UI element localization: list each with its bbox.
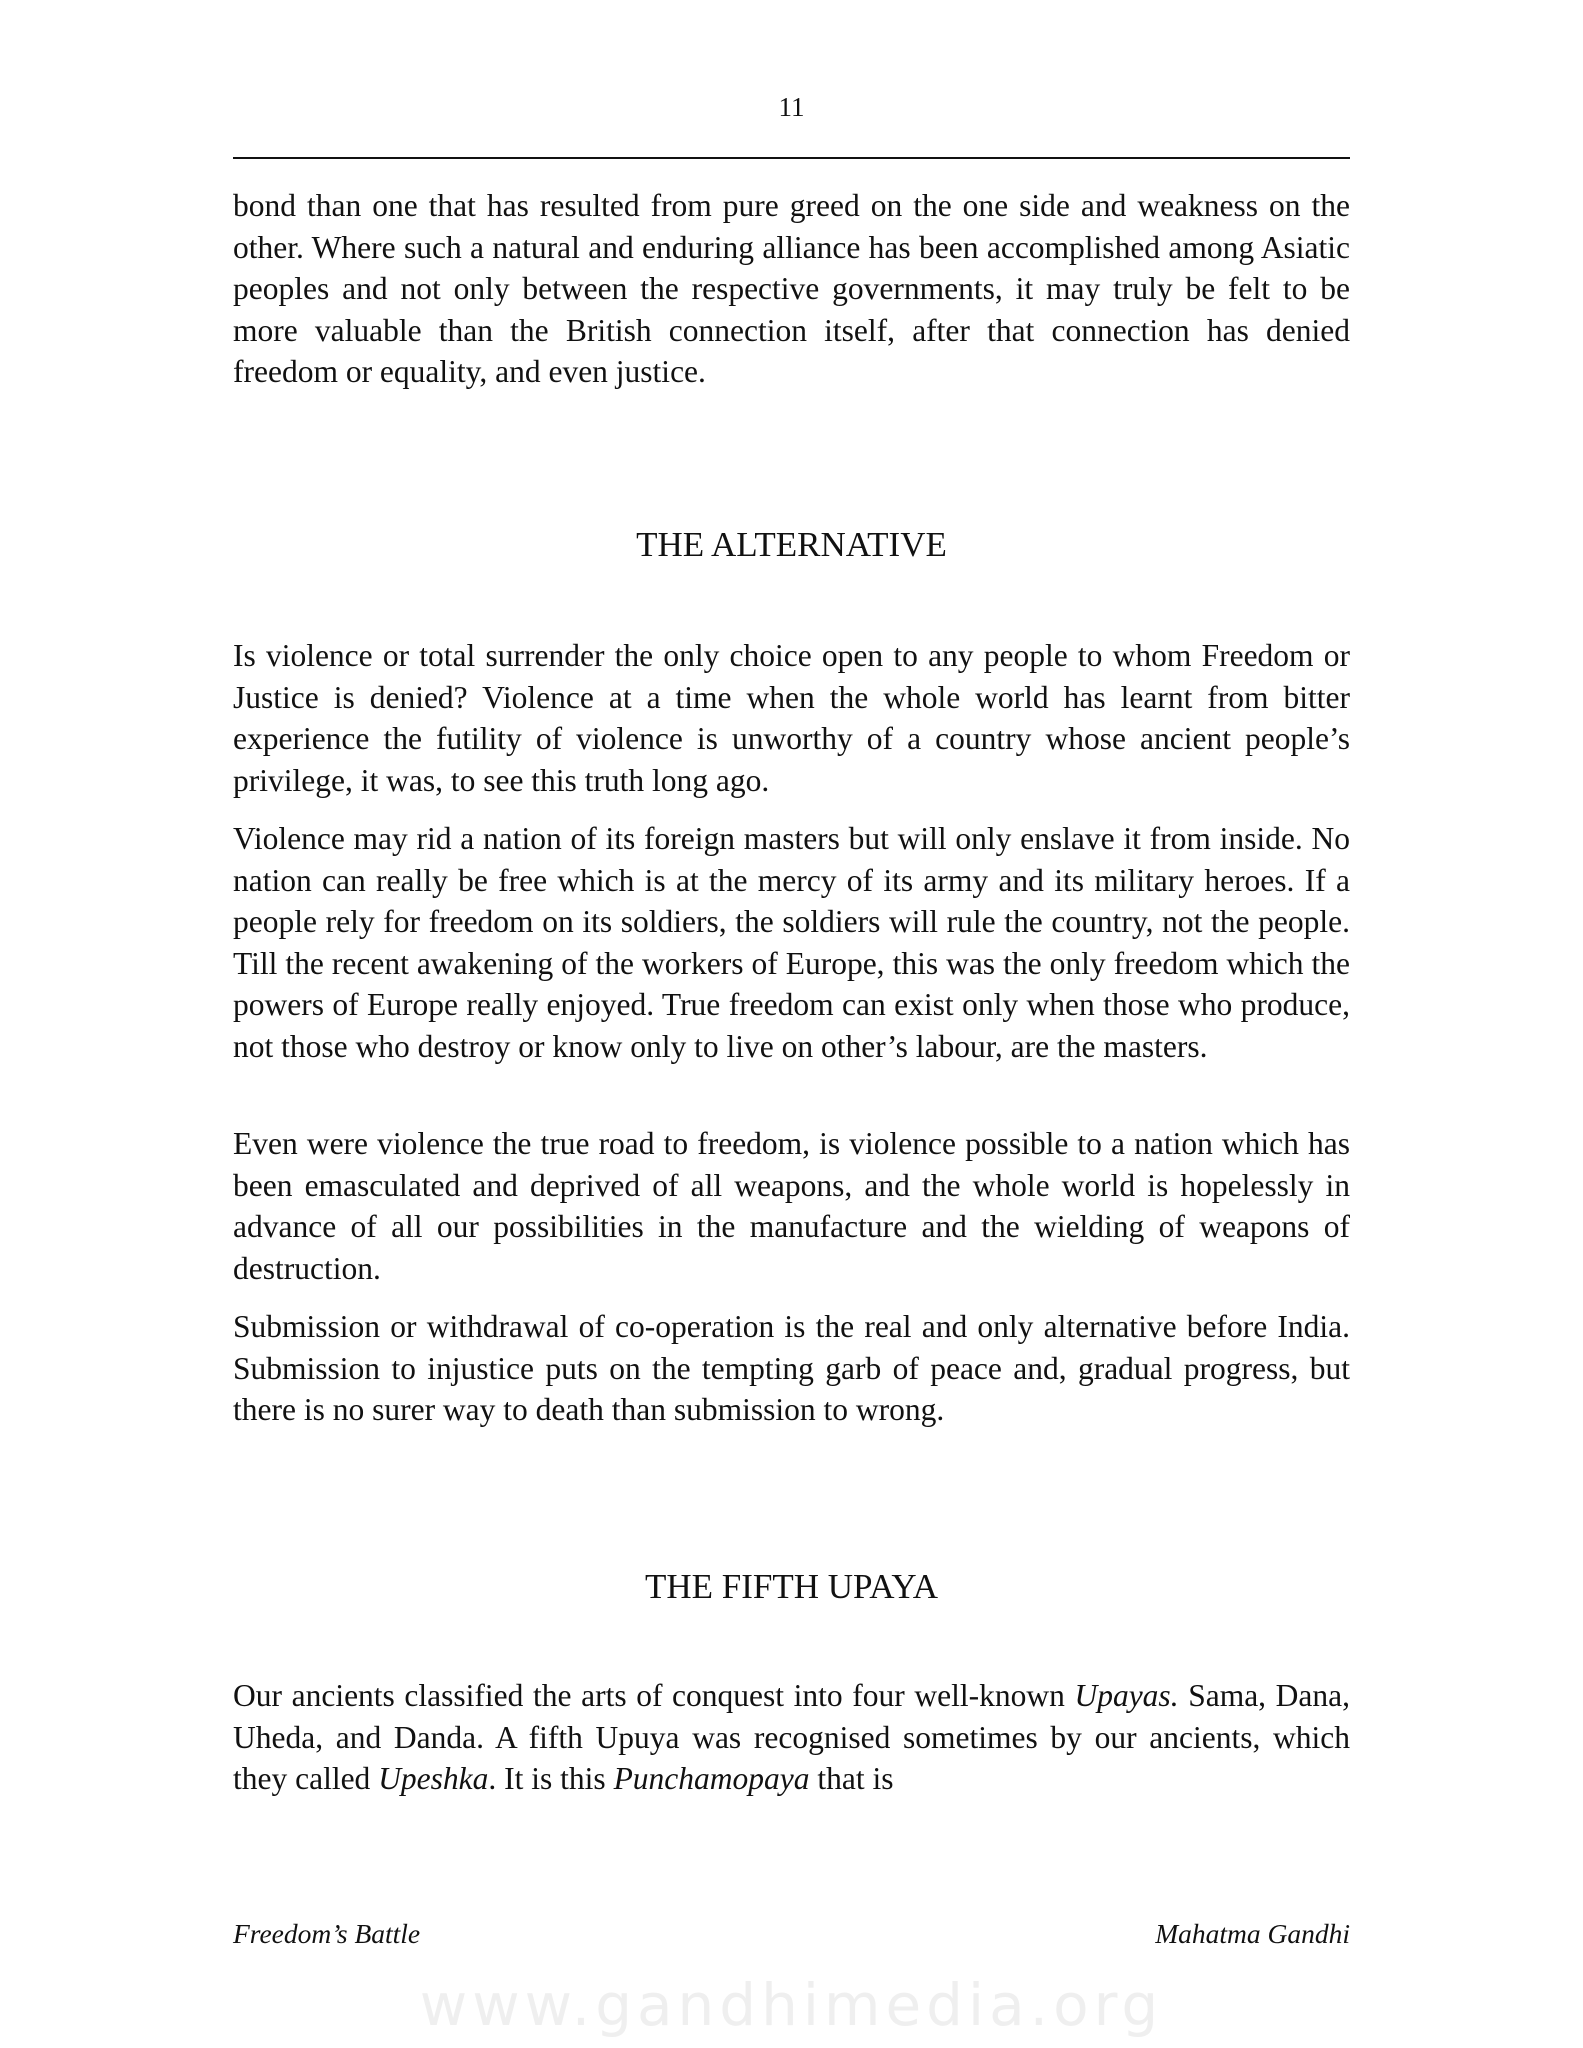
text-run: Sama, Dana, Uheda, and Danda. A fifth Upuya was recognised sometimes by our ancients, which they called bbox=[233, 1678, 1351, 1797]
paragraph-alternative-4: Submission or withdrawal of co-operation is the real and only alternative before India. Submission to injustice puts on the tempting garb of peace and, gradual progress, but there is no surer way to death than submission to wrong. bbox=[233, 1309, 1350, 1428]
footer-book-title: Freedom’s Battle bbox=[233, 1918, 421, 1949]
italic-term-punchamopaya: Punchamopaya bbox=[613, 1761, 810, 1797]
text-run: that is bbox=[809, 1761, 894, 1797]
paragraph-continuation: bond than one that has resulted from pure greed on the one side and weakness on the other. Where such a natural and enduring alliance has been accomplished among Asiatic peoples and not only between the respective governments, it may truly be felt to be more valuable than the British connection itself, after that connection has denied freedom or equality, and even justice. bbox=[233, 188, 1350, 390]
paragraph-alternative-1: Is violence or total surrender the only choice open to any people to whom Freedom or Justice is denied? Violence at a time when the whole world has learnt from bitter experience the futility of violence is unworthy of a country whose ancient people’s privilege, it was, to see this truth long ago. bbox=[233, 638, 1350, 798]
text-run: Our ancients classified the arts of conquest into four well-known bbox=[233, 1678, 1075, 1713]
italic-term-upayas: Upayas. bbox=[1074, 1678, 1179, 1713]
text-run: . It is this bbox=[488, 1761, 614, 1797]
paragraph-alternative-2: Violence may rid a nation of its foreign masters but will only enslave it from inside. No nation can really be free which is at the mercy of its army and its military heroes. If a people rely for freedom on its soldiers, the soldiers will rule the country, not the people. Till the recent awakening of the workers of Europe, this was the only freedom which the powers of Europe really enjoyed. True freedom can exist only when those who produce, not those who destroy or know only to live on other’s labour, are the masters. bbox=[233, 821, 1350, 1064]
italic-term-upeshka: Upeshka bbox=[378, 1761, 489, 1797]
section-heading-alternative: THE ALTERNATIVE bbox=[636, 525, 947, 564]
footer-author: Mahatma Gandhi bbox=[1155, 1918, 1350, 1949]
paragraph-alternative-3: Even were violence the true road to freedom, is violence possible to a nation which has been emasculated and deprived of all weapons, and the whole world is hopelessly in advance of all our possibilities in the manufacture and the wielding of weapons of destruction. bbox=[233, 1126, 1350, 1286]
page-number: 11 bbox=[778, 92, 805, 122]
section-heading-fifth-upaya: THE FIFTH UPAYA bbox=[644, 1567, 939, 1606]
header-rule bbox=[233, 157, 1350, 159]
paragraph-fifth-upaya bbox=[233, 1675, 1350, 1800]
watermark: www.gandhimedia.org bbox=[419, 1971, 1164, 2039]
